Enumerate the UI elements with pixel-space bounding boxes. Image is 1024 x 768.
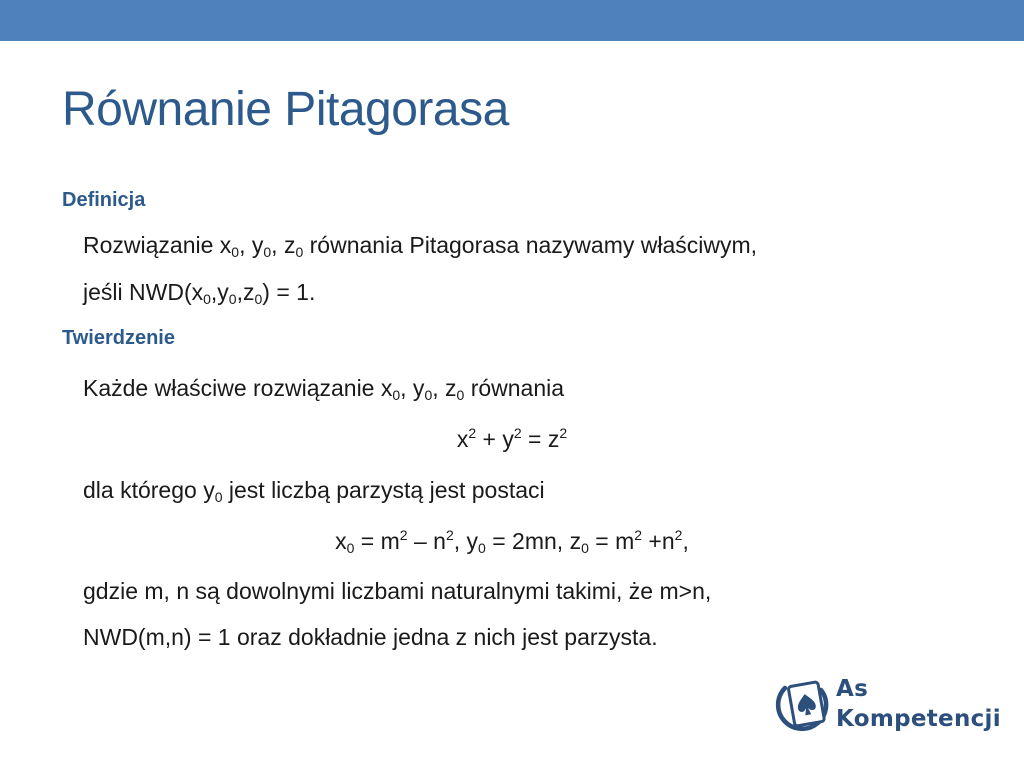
spade-card-icon <box>768 670 836 742</box>
definition-line-2: jeśli $NWD(x_0,y_0,z_0) = 1$. <box>83 279 316 307</box>
logo-text-as: As <box>836 676 869 702</box>
definition-label: Definicja <box>62 189 146 211</box>
theorem-label: Twierdzenie <box>62 327 175 349</box>
logo-text-kompetencji: Kompetencji <box>836 706 1001 732</box>
as-kompetencji-logo <box>768 670 1001 750</box>
theorem-line-4: NWD(m,n) = 1 oraz dokładnie jedna z nich jest parzysta. <box>83 624 658 650</box>
definition-line-1: Rozwiązanie $x_0$, $y_0$, $z_0$ równania Pitagorasa nazywamy właściwym, <box>83 232 758 260</box>
theorem-line-2: dla którego $y_0$ jest liczbą parzystą jest postaci <box>83 477 545 505</box>
theorem-line-3: gdzie m, n są dowolnymi liczbami naturalnymi takimi, że m>n, <box>83 578 712 604</box>
parametric-formula: $x_0 = m^2 - n^2$, $y_0 = 2mn$, $z_0 = m^2 +n^2$, <box>335 527 689 556</box>
slide-title: Równanie Pitagorasa <box>62 83 509 136</box>
theorem-line-1: Każde właściwe rozwiązanie $x_0$, $y_0$, $z_0$ równania <box>83 375 565 403</box>
top-accent-bar <box>0 0 1024 41</box>
pythagorean-equation: $x^2 + y^2 = z^2$ <box>456 425 568 452</box>
